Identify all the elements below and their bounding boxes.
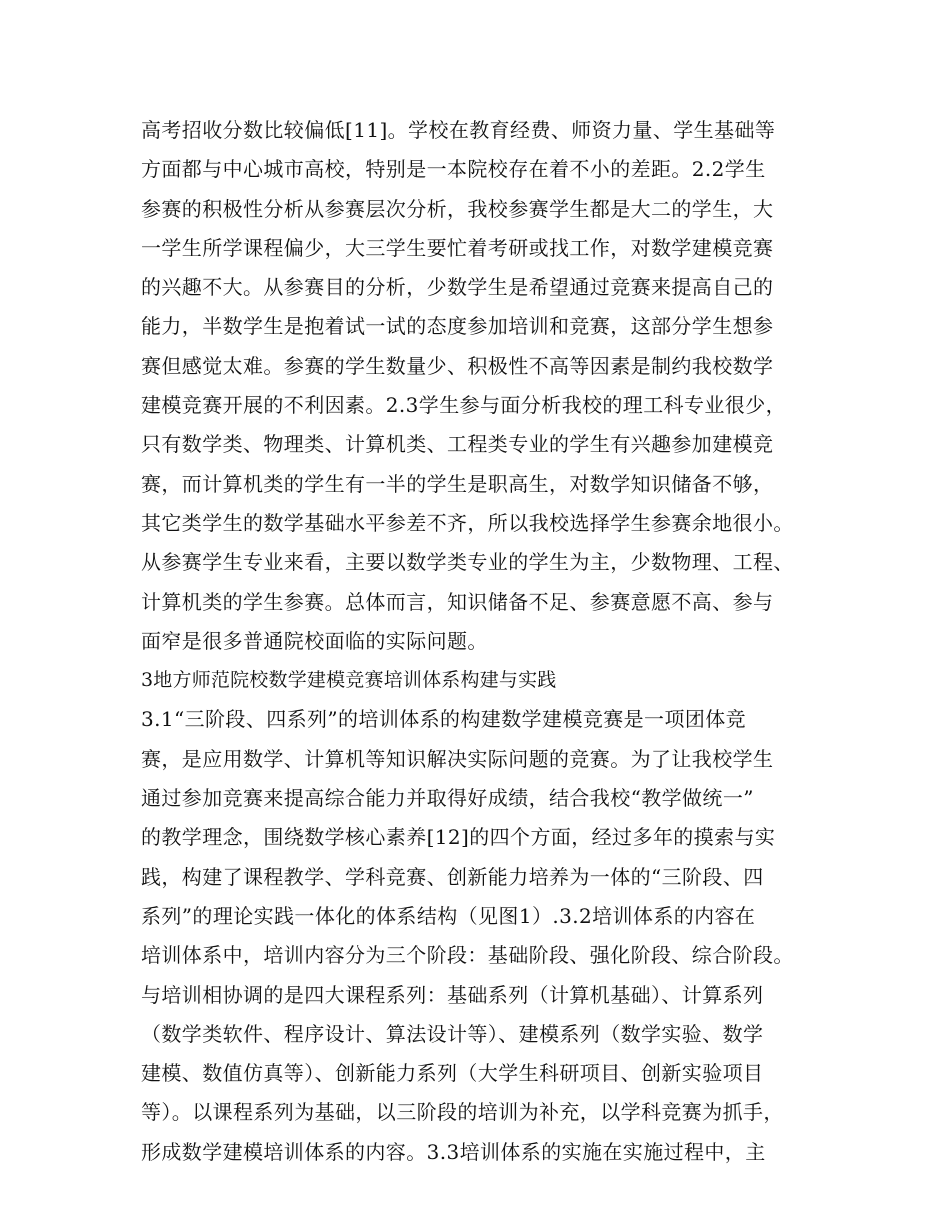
body-text-line: 其它类学生的数学基础水平参差不齐，所以我校选择学生参赛余地很小。 bbox=[141, 510, 794, 535]
section-heading: 3地方师范院校数学建模竞赛培训体系构建与实践 bbox=[141, 669, 557, 692]
body-text-line: 一学生所学课程偏少，大三学生要忙着考研或找工作，对数学建模竞赛 bbox=[141, 235, 774, 260]
body-text-line: 践，构建了课程教学、学科竞赛、创新能力培养为一体的“三阶段、四 bbox=[141, 864, 764, 889]
body-text-line: 计算机类的学生参赛。总体而言，知识储备不足、参赛意愿不高、参与 bbox=[141, 589, 774, 614]
body-text-line: 与培训相协调的是四大课程系列：基础系列（计算机基础）、计算系列 bbox=[141, 982, 764, 1007]
body-text-line: 培训体系中，培训内容分为三个阶段：基础阶段、强化阶段、综合阶段。 bbox=[141, 943, 794, 968]
body-text-line: 高考招收分数比较偏低[11]。学校在教育经费、师资力量、学生基础等 bbox=[141, 118, 776, 142]
body-text-line: 建模、数值仿真等）、创新能力系列（大学生科研项目、创新实验项目 bbox=[141, 1061, 764, 1086]
body-text-line: 方面都与中心城市高校，特别是一本院校存在着不小的差距。2.2学生 bbox=[141, 157, 766, 182]
body-text-line: 赛，而计算机类的学生有一半的学生是职高生，对数学知识储备不够， bbox=[141, 471, 774, 496]
body-text-line: 3.1“三阶段、四系列”的培训体系的构建数学建模竞赛是一项团体竞 bbox=[141, 707, 747, 732]
body-text-line: 能力，半数学生是抱着试一试的态度参加培训和竞赛，这部分学生想参 bbox=[141, 314, 774, 339]
document-page bbox=[141, 111, 826, 1172]
body-text-line: 通过参加竞赛来提高综合能力并取得好成绩，结合我校“教学做统一” bbox=[141, 786, 754, 811]
body-text-line: （数学类软件、程序设计、算法设计等）、建模系列（数学实验、数学 bbox=[141, 1021, 764, 1046]
body-text-line: 的兴趣不大。从参赛目的分析，少数学生是希望通过竞赛来提高自己的 bbox=[141, 275, 774, 300]
body-text-line: 从参赛学生专业来看，主要以数学类专业的学生为主，少数物理、工程、 bbox=[141, 550, 794, 575]
body-text-line: 参赛的积极性分析从参赛层次分析，我校参赛学生都是大二的学生，大 bbox=[141, 196, 774, 221]
body-text-line: 赛，是应用数学、计算机等知识解决实际问题的竞赛。为了让我校学生 bbox=[141, 746, 774, 771]
body-text-line: 只有数学类、物理类、计算机类、工程类专业的学生有兴趣参加建模竞 bbox=[141, 432, 774, 457]
body-text-line: 面窄是很多普通院校面临的实际问题。 bbox=[141, 628, 488, 653]
body-text-line: 赛但感觉太难。参赛的学生数量少、积极性不高等因素是制约我校数学 bbox=[141, 353, 774, 378]
body-text-line: 的教学理念，围绕数学核心素养[12]的四个方面，经过多年的摸索与实 bbox=[141, 825, 776, 850]
body-text-line: 系列”的理论实践一体化的体系结构（见图1）.3.2培训体系的内容在 bbox=[141, 903, 756, 928]
body-text-line: 建模竞赛开展的不利因素。2.3学生参与面分析我校的理工科专业很少， bbox=[141, 393, 787, 418]
body-text-line: 形成数学建模培训体系的内容。3.3培训体系的实施在实施过程中，主 bbox=[141, 1139, 766, 1164]
body-text-line: 等）。以课程系列为基础，以三阶段的培训为补充，以学科竞赛为抓手， bbox=[141, 1100, 784, 1125]
